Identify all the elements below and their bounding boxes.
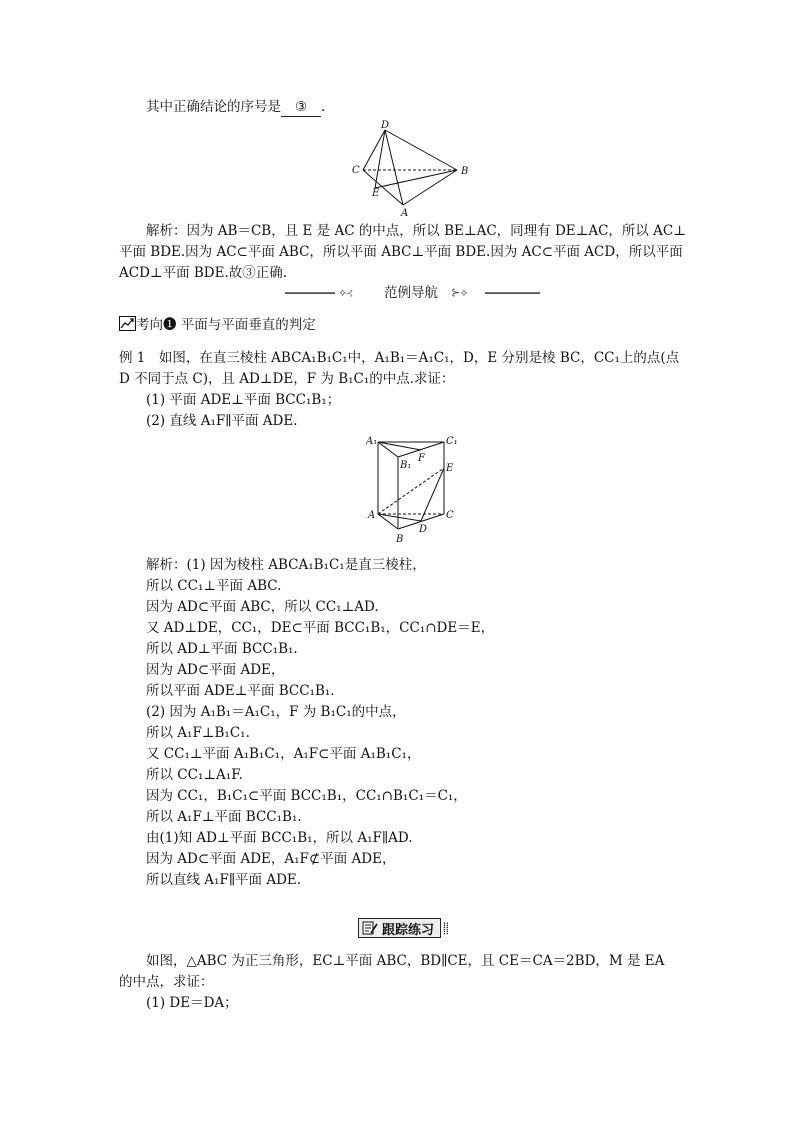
label-A: A (401, 208, 409, 218)
prism-figure (366, 432, 461, 547)
label-F: F (418, 453, 425, 464)
question-prefix: 其中正确结论的序号是 (146, 99, 281, 115)
answer-blank: ③ (281, 99, 321, 117)
practice-line-1: 如图，△ABC 为正三角形，EC⊥平面 ABC，BD∥CE，且 CE＝CA＝2BD，M 是 EA (146, 953, 665, 969)
label-C1: C₁ (446, 436, 458, 447)
analysis1-line-3: ACD⊥平面 BDE.故③正确. (119, 265, 288, 281)
question-line (146, 97, 325, 117)
tetrahedron-figure (345, 118, 480, 218)
label-E: E (372, 188, 380, 199)
section-heading (119, 315, 316, 335)
solution-line-5: 所以 AD⊥平面 BCC₁B₁. (146, 641, 298, 657)
question-suffix: . (321, 99, 326, 115)
solution-line-11: 所以 CC₁⊥A₁F. (146, 767, 243, 783)
label-A: A (368, 510, 376, 521)
solution-line-12: 因为 CC₁，B₁C₁⊂平面 BCC₁B₁，CC₁∩B₁C₁＝C₁， (146, 788, 467, 804)
solution-line-16: 所以直线 A₁F∥平面 ADE. (146, 872, 302, 888)
solution-line-10: 又 CC₁⊥平面 A₁B₁C₁，A₁F⊂平面 A₁B₁C₁， (146, 746, 421, 762)
label-D: D (381, 120, 390, 131)
practice-badge (358, 918, 449, 938)
notebook-pencil-icon (362, 921, 378, 935)
example1-line-3: (1) 平面 ADE⊥平面 BCC₁B₁； (146, 392, 341, 408)
solution-line-7: 所以平面 ADE⊥平面 BCC₁B₁. (146, 683, 335, 699)
label-D: D (419, 524, 428, 535)
solution-line-9: 所以 A₁F⊥B₁C₁. (146, 725, 250, 741)
example1-line-4: (2) 直线 A₁F∥平面 ADE. (146, 413, 298, 429)
practice-line-2: 的中点，求证： (119, 974, 214, 990)
analysis1-line-1: 解析：因为 AB＝CB，且 E 是 AC 的中点，所以 BE⊥AC，同理有 DE⊥AC，所以 AC⊥ (146, 223, 686, 239)
footprints-icon: ⸽⸽ (443, 921, 449, 935)
label-B: B (461, 166, 469, 177)
solution-line-15: 因为 AD⊂平面 ADE，A₁F⊄平面 ADE， (146, 851, 396, 867)
solution-line-8: (2) 因为 A₁B₁＝A₁C₁，F 为 B₁C₁的中点， (146, 704, 406, 720)
ornament-right-icon: ⊱⟡ (451, 286, 468, 299)
label-C: C (352, 165, 360, 176)
solution-line-1: 解析：(1) 因为棱柱 ABCA₁B₁C₁是直三棱柱， (146, 557, 426, 573)
solution-line-6: 因为 AD⊂平面 ADE， (146, 662, 285, 678)
divider-label: 范例导航 (384, 285, 438, 301)
ornament-left-icon: ⟡⊰ (339, 286, 353, 299)
practice-badge-box (358, 918, 441, 938)
solution-line-3: 因为 AD⊂平面 ABC，所以 CC₁⊥AD. (146, 599, 379, 615)
solution-line-14: 由(1)知 AD⊥平面 BCC₁B₁，所以 A₁F∥AD. (146, 830, 413, 846)
practice-line-3: (1) DE＝DA； (146, 995, 238, 1011)
label-A1: A₁ (366, 436, 378, 447)
analysis1-line-2: 平面 BDE.因为 AC⊂平面 ABC，所以平面 ABC⊥平面 BDE.因为 AC⊂平面 ACD，所以平面 (119, 244, 683, 260)
label-B1: B₁ (400, 460, 412, 471)
solution-line-4: 又 AD⊥DE，CC₁，DE⊂平面 BCC₁B₁，CC₁∩DE＝E， (146, 620, 495, 636)
example1-line-1: 例 1 如图，在直三棱柱 ABCA₁B₁C₁中，A₁B₁＝A₁C₁，D，E 分别是棱 BC，CC₁上的点(点 (119, 350, 680, 366)
label-E: E (446, 463, 454, 474)
solution-line-2: 所以 CC₁⊥平面 ABC. (146, 578, 282, 594)
divider-rule-right (485, 292, 540, 294)
example1-line-2: D 不同于点 C)，且 AD⊥DE，F 为 B₁C₁的中点.求证： (119, 371, 455, 387)
solution-line-13: 所以 A₁F⊥平面 BCC₁B₁. (146, 809, 302, 825)
label-C: C (446, 510, 454, 521)
practice-badge-label: 跟踪练习 (382, 922, 435, 938)
label-B: B (396, 534, 404, 545)
divider-rule-left (285, 292, 335, 294)
trend-chart-icon (119, 316, 136, 331)
section-divider (285, 284, 540, 302)
section-title: 考向❶ 平面与平面垂直的判定 (136, 317, 316, 333)
